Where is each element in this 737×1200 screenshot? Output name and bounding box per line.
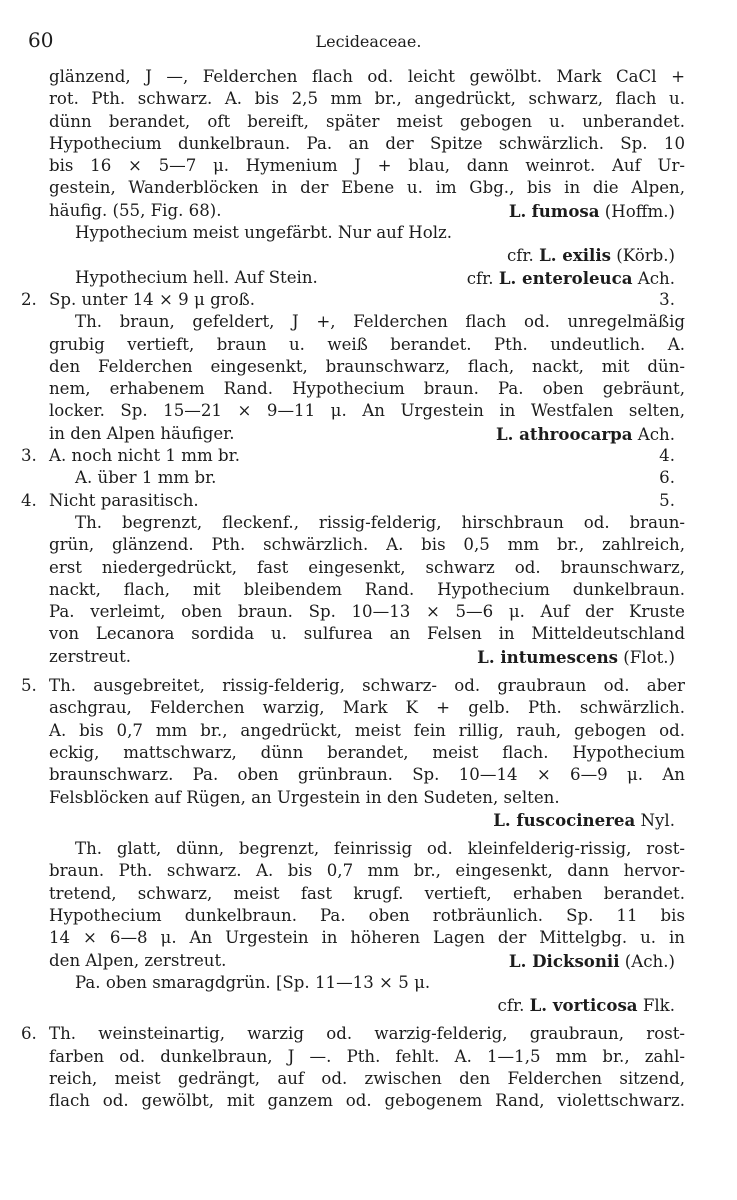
text-line	[0, 222, 737, 244]
text: Th. ausgebreitet, rissig-felderig, schwarz- od. graubraun od. aber	[49, 676, 685, 696]
text-line	[0, 720, 737, 742]
authority: Nyl.	[635, 810, 675, 830]
text: Th. begrenzt, fleckenf., rissig-felderig, hirschbraun od. braun-	[75, 512, 685, 532]
text-line	[0, 445, 737, 467]
text-line	[0, 742, 737, 764]
text: Hypothecium hell. Auf Stein.	[75, 267, 318, 287]
text: Th. weinsteinartig, warzig od. warzig-felderig, graubraun, rost-	[49, 1024, 685, 1044]
species-epithet: fumosa	[531, 200, 600, 221]
text: bis 16 × 5—7 μ. Hymenium J + blau, dann weinrot. Auf Ur-	[49, 156, 685, 176]
text-line	[0, 972, 737, 994]
text-line	[0, 927, 737, 949]
text-line	[0, 512, 737, 534]
text: rot. Pth. schwarz. A. bis 2,5 mm br., angedrückt, schwarz, flach u.	[49, 89, 685, 109]
text: Th. braun, gefeldert, J +, Felderchen flach od. unregelmäßig	[75, 312, 685, 332]
text: tretend, schwarz, meist fast krugf. vertieft, erhaben berandet.	[49, 883, 685, 903]
text-line	[0, 1046, 737, 1068]
text-line	[0, 1090, 737, 1112]
text-line	[0, 88, 737, 110]
text-line	[0, 994, 737, 1016]
text-line	[0, 289, 737, 311]
text: Th. glatt, dünn, begrenzt, feinrissig od. kleinfelderig-rissig, rost-	[75, 839, 685, 859]
text: Hypothecium meist ungefärbt. Nur auf Holz.	[75, 223, 453, 243]
text: dünn berandet, oft bereift, später meist gebogen u. unberandet.	[49, 111, 685, 131]
text-line	[0, 334, 737, 356]
text: A. bis 0,7 mm br., angedrückt, meist fein rillig, rauh, gebogen od.	[49, 720, 685, 740]
text-line	[0, 244, 737, 266]
species-name: L. intumescens	[477, 646, 619, 667]
authority: (Flot.)	[618, 647, 675, 667]
couplet-number: 6.	[21, 1024, 37, 1044]
authority: Flk.	[637, 996, 675, 1016]
text: grün, glänzend. Pth. schwärzlich. A. bis 0,5 mm br., zahlreich,	[49, 535, 685, 555]
text: Sp. unter 14 × 9 μ groß.	[49, 289, 255, 309]
text-line	[0, 200, 737, 222]
text-line	[0, 423, 737, 445]
authority: (Hoffm.)	[599, 201, 675, 221]
lead-reference: 4.	[659, 446, 675, 466]
text: den Felderchen eingesenkt, braunschwarz, flach, nackt, mit dün-	[49, 356, 685, 376]
text: Hypothecium dunkelbraun. Pa. oben rotbräunlich. Sp. 11 bis	[49, 905, 685, 925]
text: nem, erhabenem Rand. Hypothecium braun. Pa. oben gebräunt,	[49, 379, 685, 399]
text-line	[0, 838, 737, 860]
authority: (Ach.)	[619, 951, 675, 971]
text: eckig, mattschwarz, dünn berandet, meist flach. Hypothecium	[49, 742, 685, 762]
taxon-name	[496, 423, 675, 446]
text-line	[0, 311, 737, 333]
lead-reference: 6.	[659, 468, 675, 488]
text-line	[0, 601, 737, 623]
couplet-number: 4.	[21, 490, 37, 510]
text: locker. Sp. 15—21 × 9—11 μ. An Urgestein in Westfalen selten,	[49, 401, 685, 421]
text-line	[0, 133, 737, 155]
text-line	[0, 809, 737, 831]
text: den Alpen, zerstreut.	[49, 950, 227, 970]
text-line	[0, 177, 737, 199]
taxon-name	[509, 950, 675, 973]
text-line	[0, 950, 737, 972]
text-line	[0, 905, 737, 927]
text: Pa. verleimt, oben braun. Sp. 10—13 × 5—6 μ. Auf der Kruste	[49, 602, 685, 622]
text: gestein, Wanderblöcken in der Ebene u. im Gbg., bis in die Alpen,	[49, 178, 685, 198]
text: braun. Pth. schwarz. A. bis 0,7 mm br., eingesenkt, dann hervor-	[49, 861, 685, 881]
text-line	[0, 378, 737, 400]
text: nackt, flach, mit bleibendem Rand. Hypothecium dunkelbraun.	[49, 579, 685, 599]
taxon-name	[467, 267, 675, 290]
taxon-name	[493, 809, 675, 832]
taxon-name	[509, 200, 675, 223]
text: Pa. oben smaragdgrün. [Sp. 11—13 × 5 μ.	[75, 972, 431, 992]
text: reich, meist gedrängt, auf od. zwischen den Felderchen sitzend,	[49, 1069, 685, 1089]
text-line	[0, 66, 737, 88]
text: aschgrau, Felderchen warzig, Mark K + gelb. Pth. schwärzlich.	[49, 698, 685, 718]
cfr-label: cfr.	[466, 268, 499, 288]
text-line	[0, 356, 737, 378]
text-line	[0, 579, 737, 601]
running-title: Lecideaceae.	[315, 32, 422, 51]
page-number: 60	[28, 28, 54, 52]
text-line	[0, 787, 737, 809]
taxon-name	[477, 646, 675, 669]
cfr-label: cfr.	[497, 996, 530, 1016]
text: A. noch nicht 1 mm br.	[49, 446, 240, 466]
text-line	[0, 534, 737, 556]
species-name: L. Dicksonii	[508, 950, 620, 971]
text-line	[0, 623, 737, 645]
text: 14 × 6—8 μ. An Urgestein in höheren Lagen der Mittelgbg. u. in	[49, 928, 685, 948]
text-line	[0, 697, 737, 719]
text-line	[0, 883, 737, 905]
text-line	[0, 646, 737, 668]
couplet-number: 3.	[21, 446, 37, 466]
text-line	[0, 467, 737, 489]
text-line	[0, 675, 737, 697]
lead-reference: 5.	[659, 490, 675, 510]
text: braunschwarz. Pa. oben grünbraun. Sp. 10—14 × 6—9 μ. An	[49, 765, 685, 785]
text-line	[0, 1068, 737, 1090]
couplet-number: 5.	[21, 676, 37, 696]
authority: Ach.	[632, 424, 675, 444]
text: von Lecanora sordida u. sulfurea an Felsen in Mitteldeutschland	[49, 624, 685, 644]
key-text	[0, 66, 737, 1113]
text: häufig. (55, Fig. 68).	[49, 200, 222, 220]
text: Hypothecium dunkelbraun. Pa. an der Spitze schwärzlich. Sp. 10	[49, 133, 685, 153]
text: Nicht parasitisch.	[49, 490, 199, 510]
text: grubig vertieft, braun u. weiß berandet. Pth. undeutlich. A.	[49, 334, 685, 354]
species-name: L. enteroleuca	[498, 267, 633, 288]
text: flach od. gewölbt, mit ganzem od. gebogenem Rand, violettschwarz.	[49, 1091, 685, 1111]
text: farben od. dunkelbraun, J —. Pth. fehlt. A. 1—1,5 mm br., zahl-	[49, 1046, 685, 1066]
genus-abbrev: L.	[508, 200, 527, 221]
text: erst niedergedrückt, fast eingesenkt, schwarz od. braunschwarz,	[49, 557, 685, 577]
text-line	[0, 111, 737, 133]
text-line	[0, 764, 737, 786]
species-name: L. athroocarpa	[495, 423, 633, 444]
text: Felsblöcken auf Rügen, an Urgestein in den Sudeten, selten.	[49, 787, 560, 807]
species-name: L. vorticosa	[529, 995, 638, 1016]
text-line	[0, 490, 737, 512]
lead-reference: 3.	[659, 289, 675, 309]
text: glänzend, J —, Felderchen flach od. leicht gewölbt. Mark CaCl +	[49, 67, 685, 86]
text: zerstreut.	[49, 646, 132, 666]
text-line	[0, 1023, 737, 1045]
text-line	[0, 860, 737, 882]
species-name: L. fuscocinerea	[493, 809, 636, 830]
authority: Ach.	[632, 268, 675, 288]
authority: (Körb.)	[611, 246, 675, 266]
taxon-name	[507, 244, 675, 267]
text-line	[0, 267, 737, 289]
text-line	[0, 155, 737, 177]
text-line	[0, 557, 737, 579]
cfr-label: cfr.	[506, 246, 540, 266]
text: in den Alpen häufiger.	[49, 423, 235, 443]
text-line	[0, 400, 737, 422]
text: A. über 1 mm br.	[75, 468, 217, 488]
taxon-name	[498, 994, 675, 1017]
species-name: L. exilis	[539, 245, 611, 266]
couplet-number: 2.	[21, 289, 37, 309]
